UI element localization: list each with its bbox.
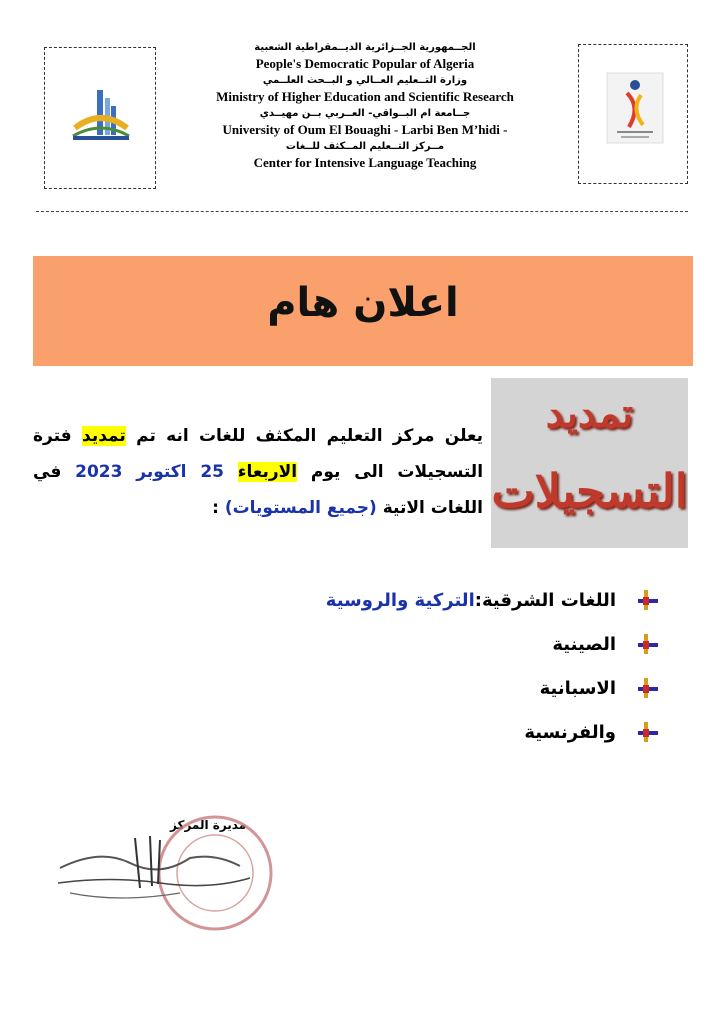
header-center-en: Center for Intensive Language Teaching [253,155,477,170]
banner-title: اعلان هام [267,280,459,326]
language-eastern-label: اللغات الشرقية: [474,589,616,611]
para-text-4: : [212,498,225,518]
cross-bullet-icon [638,633,660,655]
cross-bullet-icon [638,721,660,743]
list-item [300,666,660,710]
list-item [300,710,660,754]
extension-box [491,378,688,548]
director-title: مديرة المركز [170,818,247,832]
university-logo-frame [44,47,156,189]
center-logo-frame [578,44,688,184]
list-item [300,622,660,666]
highlight-extension: تمديد [82,426,126,446]
header-divider [36,211,688,212]
header-ministry-ar: وزارة التــعليم العــالي و البــحث العلــمي [262,75,468,86]
para-text-3: في اللغات الاتية [33,462,483,518]
header-university-ar: جــامعة ام البــواقي- العــربي بــن مهيــدي [259,108,471,119]
language-chinese: الصينية [552,633,616,655]
language-spanish: الاسبانية [539,677,616,699]
list-item [300,578,660,622]
header-republic-en: People's Democratic Popular of Algeria [255,56,475,71]
institution-header [165,40,565,172]
university-logo [45,48,157,190]
header-republic-ar: الجــمهورية الجــزائرية الديــمقراطية الشعبية [254,42,476,53]
para-text-1: يعلن مركز التعليم المكثف للغات انه تم [125,426,483,446]
language-turkish-russian: التركية والروسية [325,589,475,611]
header-ministry-en: Ministry of Higher Education and Scientific Research [216,89,514,104]
header-university-en: University of Oum El Bouaghi - Larbi Ben M’hidi - [222,122,508,137]
announcement-paragraph [33,418,483,526]
extension-word: تمديد [545,390,634,437]
official-stamp-and-signature [40,808,280,938]
all-levels: (جميع المستويات) [224,498,377,518]
center-logo [579,45,689,185]
languages-list [300,578,660,754]
language-french: والفرنسية [524,721,616,743]
header-center-ar: مــركز التــعليم المــكثف للــغات [285,141,445,152]
highlight-wednesday: الاربعاء [237,462,298,482]
cross-bullet-icon [638,589,660,611]
registrations-word: التسجيلات [491,464,688,518]
announcement-banner [33,256,693,366]
deadline-date: 25 اكتوبر 2023 [75,462,238,482]
para-text-2: فترة التسجيلات الى يوم [33,426,484,482]
cross-bullet-icon [638,677,660,699]
